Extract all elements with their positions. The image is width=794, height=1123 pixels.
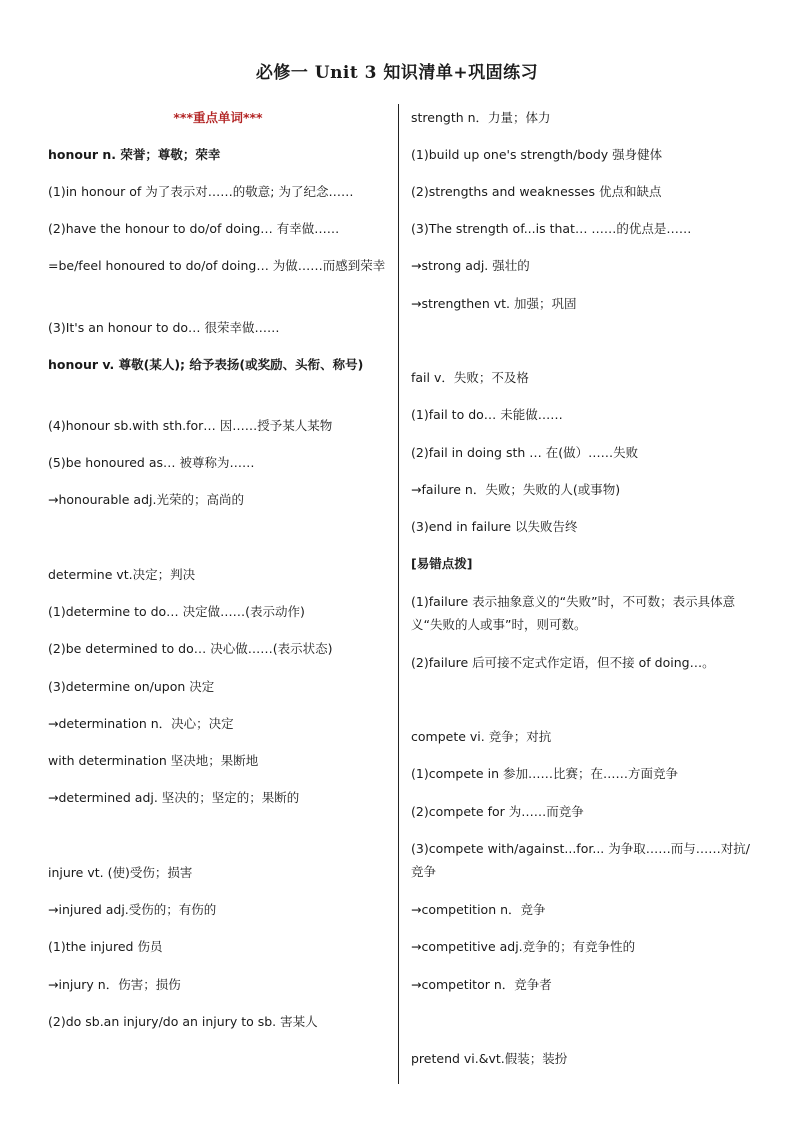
list-item: (1)build up one's strength/body 强身健体 bbox=[411, 147, 663, 162]
list-item: →determined adj. 坚决的；坚定的；果断的 bbox=[48, 790, 300, 805]
list-item: →determination n．决心；决定 bbox=[48, 716, 234, 731]
list-item: →failure n．失败；失败的人(或事物) bbox=[411, 482, 621, 497]
list-item: (2)fail in doing sth … 在(做）……失败 bbox=[411, 445, 639, 460]
list-item: →competition n．竞争 bbox=[411, 902, 546, 917]
list-item: →strengthen vt. 加强；巩固 bbox=[411, 296, 577, 311]
entry-honour-verb: honour v. 尊敬(某人); 给予表扬(或奖励、头衔、称号) bbox=[48, 357, 364, 372]
list-item: (2)strengths and weaknesses 优点和缺点 bbox=[411, 184, 662, 199]
tips-header: [易错点拨] bbox=[411, 556, 473, 571]
list-item: (2)failure 后可接不定式作定语，但不接 of doing…。 bbox=[411, 655, 715, 670]
page-title: 必修一 Unit 3 知识清单+巩固练习 bbox=[255, 63, 539, 83]
list-item: →competitor n．竞争者 bbox=[411, 977, 552, 992]
list-item: =be/feel honoured to do/of doing… 为做……而感到荣幸 bbox=[48, 258, 386, 273]
list-item: (3)It's an honour to do… 很荣幸做…… bbox=[48, 320, 280, 335]
list-item: (1)compete in 参加……比赛；在……方面竞争 bbox=[411, 766, 678, 781]
list-item: (5)be honoured as… 被尊称为…… bbox=[48, 455, 255, 470]
list-item: (4)honour sb.with sth.for… 因……授予某人某物 bbox=[48, 418, 333, 433]
list-item: →honourable adj.光荣的；高尚的 bbox=[48, 492, 244, 507]
list-item: (1)determine to do… 决定做……(表示动作) bbox=[48, 604, 305, 619]
list-item: (1)failure 表示抽象意义的“失败”时，不可数；表示具体意义“失败的人或事”时，则可数。 bbox=[411, 594, 736, 632]
list-item: →injury n．伤害；损伤 bbox=[48, 977, 181, 992]
column-divider bbox=[398, 104, 399, 1084]
list-item: (2)do sb.an injury/do an injury to sb. 害某人 bbox=[48, 1014, 318, 1029]
list-item: (3)end in failure 以失败告终 bbox=[411, 519, 578, 534]
entry-pretend: pretend vi.&vt.假装；装扮 bbox=[411, 1051, 568, 1066]
entry-fail: fail v．失败；不及格 bbox=[411, 370, 529, 385]
list-item: (3)determine on/upon 决定 bbox=[48, 679, 215, 694]
list-item: (1)the injured 伤员 bbox=[48, 939, 163, 954]
entry-determine: determine vt.决定；判决 bbox=[48, 567, 196, 582]
list-item: →competitive adj.竞争的；有竞争性的 bbox=[411, 939, 636, 954]
entry-honour-noun: honour n. 荣誉；尊敬；荣幸 bbox=[48, 147, 221, 162]
list-item: (1)in honour of 为了表示对……的敬意; 为了纪念…… bbox=[48, 184, 354, 199]
list-item: with determination 坚决地；果断地 bbox=[48, 753, 259, 768]
list-item: (3)compete with/against...for... 为争取……而与……对抗/竞争 bbox=[411, 841, 750, 879]
list-item: (3)The strength of...is that… ……的优点是…… bbox=[411, 221, 692, 236]
section-header: ***重点单词*** bbox=[173, 110, 263, 125]
entry-strength: strength n．力量；体力 bbox=[411, 110, 551, 125]
list-item: (2)be determined to do… 决心做……(表示状态) bbox=[48, 641, 333, 656]
list-item: →strong adj. 强壮的 bbox=[411, 258, 530, 273]
list-item: (2)have the honour to do/of doing… 有幸做…… bbox=[48, 221, 340, 236]
entry-injure: injure vt. (使)受伤；损害 bbox=[48, 865, 193, 880]
entry-compete: compete vi. 竞争；对抗 bbox=[411, 729, 552, 744]
list-item: (1)fail to do… 未能做…… bbox=[411, 407, 563, 422]
list-item: (2)compete for 为……而竞争 bbox=[411, 804, 584, 819]
list-item: →injured adj.受伤的；有伤的 bbox=[48, 902, 217, 917]
